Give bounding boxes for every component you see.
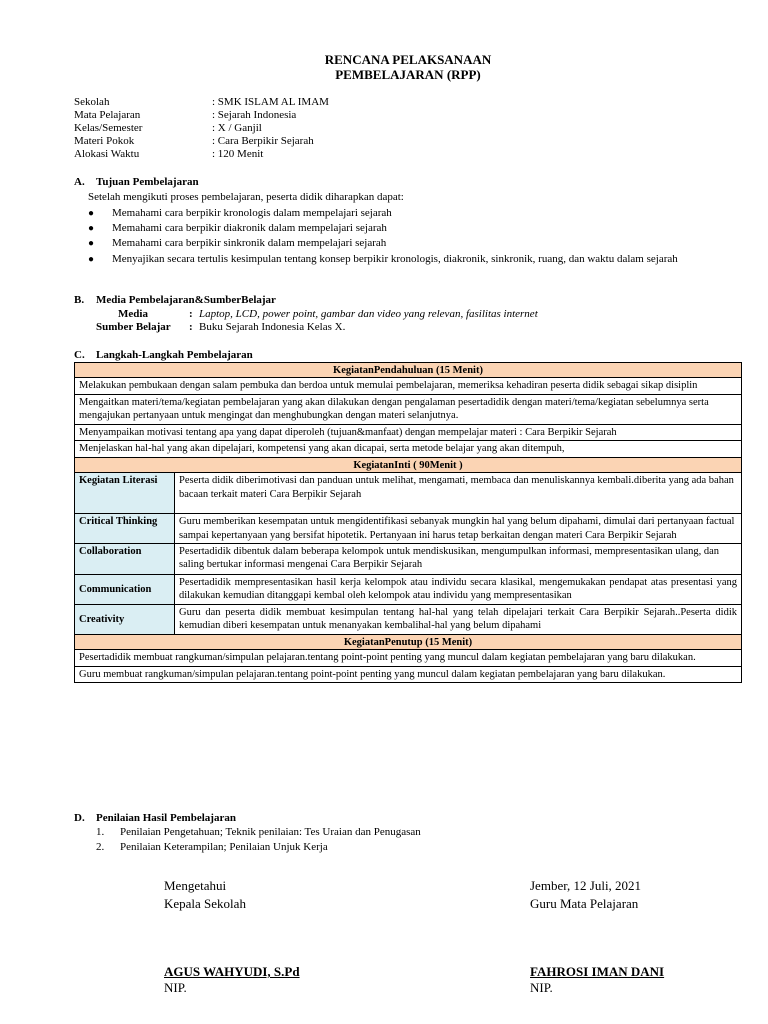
aspect-creativity-text: Guru dan peserta didik membuat kesimpulan tentang hal-hal yang telah dipelajari terkait Cara Berpikir Sejarah..Peserta didik kemudian diberi kesempatan untuk menanyakan kembalihal-hal yang belum dipahami	[175, 604, 742, 634]
table-row	[75, 457, 742, 472]
table-row	[75, 666, 742, 682]
section-a-intro: Setelah mengikuti proses pembelajaran, peserta didik diharapkan dapat:	[88, 191, 404, 203]
aspect-communication-text: Pesertadidik mempresentasikan hasil kerja kelompok atau individu secara klasikal, mengemukakan pendapat atas presentasi yang dilakukan kemudian ditanggapi kembal oleh kelompok atau individu yang mempresentasikan	[175, 574, 742, 604]
learning-steps-table	[74, 362, 742, 683]
section-d-title: Penilaian Hasil Pembelajaran	[96, 812, 236, 824]
teacher-name: FAHROSI IMAN DANI	[530, 964, 665, 979]
objective-item-4: Menyajikan secara tertulis kesimpulan tentang konsep berpikir kronologis, diakronik, sinkronik, ruang, dan waktu dalam sejarah	[112, 253, 678, 265]
identity-value-materi: : Cara Berpikir Sejarah	[212, 135, 314, 147]
penutup-header: KegiatanPenutup (15 Menit)	[75, 634, 742, 649]
identity-label-kelas: Kelas/Semester	[74, 122, 143, 134]
bullet-icon: ●	[88, 223, 95, 234]
penutup-step-1: Pesertadidik membuat rangkuman/simpulan pelajaran.tentang point-point penting yang muncul dalam kegiatan pembelajaran yang baru dilakukan.	[75, 650, 742, 666]
section-c-title: Langkah-Langkah Pembelajaran	[96, 349, 253, 361]
media-label: Media	[118, 308, 148, 320]
signature-right-line2: Guru Mata Pelajaran	[530, 896, 639, 911]
document-title-line2: PEMBELAJARAN (RPP)	[335, 67, 481, 82]
bullet-icon: ●	[88, 208, 95, 219]
media-value: Laptop, LCD, power point, gambar dan video yang relevan, fasilitas internet	[199, 308, 538, 320]
aspect-critical-thinking: Critical Thinking	[75, 514, 175, 544]
identity-value-kelas: : X / Ganjil	[212, 122, 262, 134]
section-d-letter: D.	[74, 812, 85, 824]
penutup-step-2: Guru membuat rangkuman/simpulan pelajaran.tentang point-point penting yang muncul dalam kegiatan pembelajaran yang baru dilakukan.	[75, 666, 742, 682]
sumber-belajar-value: Buku Sejarah Indonesia Kelas X.	[199, 321, 346, 333]
table-row	[75, 441, 742, 457]
table-row	[75, 363, 742, 378]
signature-right-line1: Jember, 12 Juli, 2021	[530, 878, 642, 893]
sumber-belajar-label: Sumber Belajar	[96, 321, 171, 333]
sumber-belajar-colon: :	[189, 321, 193, 333]
media-colon: :	[189, 308, 193, 320]
table-row	[75, 394, 742, 424]
identity-label-alokasi: Alokasi Waktu	[74, 148, 140, 160]
assessment-item-2: Penilaian Keterampilan; Penilaian Unjuk Kerja	[120, 841, 328, 853]
aspect-critical-thinking-text: Guru memberikan kesempatan untuk mengidentifikasi sebanyak mungkin hal yang belum dipahami, dimulai dari pertanyaan factual sampai kepertanyaan yang bersifat hipotetik. Pertanyaan ini harus tetap berkaitan dengan materi Cara Berpikir Sejarah	[175, 514, 742, 544]
identity-label-materi: Materi Pokok	[74, 135, 135, 147]
section-a-letter: A.	[74, 176, 85, 188]
document-title-line1: RENCANA PELAKSANAAN	[324, 52, 492, 67]
inti-header: KegiatanInti ( 90Menit )	[75, 457, 742, 472]
bullet-icon: ●	[88, 238, 95, 249]
table-row	[75, 634, 742, 649]
aspect-literasi: Kegiatan Literasi	[75, 473, 175, 514]
assessment-item-1: Penilaian Pengetahuan; Teknik penilaian: Tes Uraian dan Penugasan	[120, 826, 421, 838]
table-row	[75, 543, 742, 574]
table-row	[75, 473, 742, 514]
section-a-title: Tujuan Pembelajaran	[96, 176, 199, 188]
identity-value-mapel: : Sejarah Indonesia	[212, 109, 297, 121]
objective-item-3: Memahami cara berpikir sinkronik dalam mempelajari sejarah	[112, 237, 387, 249]
aspect-literasi-text: Peserta didik diberimotivasi dan panduan untuk melihat, mengamati, membaca dan menuliskannya kembali.diberita yang ada bahan bacaan terkait materi Cara Berpikir Sejarah	[175, 473, 742, 514]
aspect-creativity: Creativity	[75, 604, 175, 634]
objective-item-1: Memahami cara berpikir kronologis dalam mempelajari sejarah	[112, 207, 392, 219]
pendahuluan-step-4: Menjelaskan hal-hal yang akan dipelajari, kompetensi yang akan dicapai, serta metode belajar yang akan ditempuh,	[75, 441, 742, 457]
objective-item-2: Memahami cara berpikir diakronik dalam mempelajari sejarah	[112, 222, 387, 234]
aspect-collaboration: Collaboration	[75, 543, 175, 574]
aspect-communication: Communication	[75, 574, 175, 604]
assessment-item-1-number: 1.	[96, 826, 105, 838]
identity-label-sekolah: Sekolah	[74, 96, 110, 108]
identity-value-alokasi: : 120 Menit	[212, 148, 264, 160]
table-row	[75, 424, 742, 440]
section-c-letter: C.	[74, 349, 85, 361]
table-row	[75, 574, 742, 604]
teacher-nip: NIP.	[530, 980, 553, 995]
pendahuluan-step-2: Mengaitkan materi/tema/kegiatan pembelajaran yang akan dilakukan dengan pengalaman pesertadidik dengan materi/tema/kegiatan sebelumnya serta mengajukan pertanyaan untuk mengingat dan menghubungkan dengan materi selanjutnya.	[75, 394, 742, 424]
identity-label-mapel: Mata Pelajaran	[74, 109, 141, 121]
headmaster-name: AGUS WAHYUDI, S.Pd	[164, 964, 300, 979]
aspect-collaboration-text: Pesertadidik dibentuk dalam beberapa kelompok untuk mendiskusikan, mengumpulkan informasi, mempresentasikan ulang, dan saling bertukar informasi mengenai Cara Berpikir Sejarah	[175, 543, 742, 574]
assessment-item-2-number: 2.	[96, 841, 105, 853]
headmaster-nip: NIP.	[164, 980, 187, 995]
table-row	[75, 378, 742, 394]
pendahuluan-header: KegiatanPendahuluan (15 Menit)	[75, 363, 742, 378]
pendahuluan-step-3: Menyampaikan motivasi tentang apa yang dapat diperoleh (tujuan&manfaat) dengan mempelajar materi : Cara Berpikir Sejarah	[75, 424, 742, 440]
pendahuluan-step-1: Melakukan pembukaan dengan salam pembuka dan berdoa untuk memulai pembelajaran, memeriksa kehadiran peserta didik sebagai sikap disiplin	[75, 378, 742, 394]
signature-left-line2: Kepala Sekolah	[164, 896, 246, 911]
bullet-icon: ●	[88, 254, 95, 265]
signature-left-line1: Mengetahui	[164, 878, 227, 893]
identity-value-sekolah: : SMK ISLAM AL IMAM	[212, 96, 329, 108]
table-row	[75, 514, 742, 544]
section-b-letter: B.	[74, 294, 85, 306]
section-b-title: Media Pembelajaran&SumberBelajar	[96, 294, 276, 306]
table-row	[75, 650, 742, 666]
table-row	[75, 604, 742, 634]
